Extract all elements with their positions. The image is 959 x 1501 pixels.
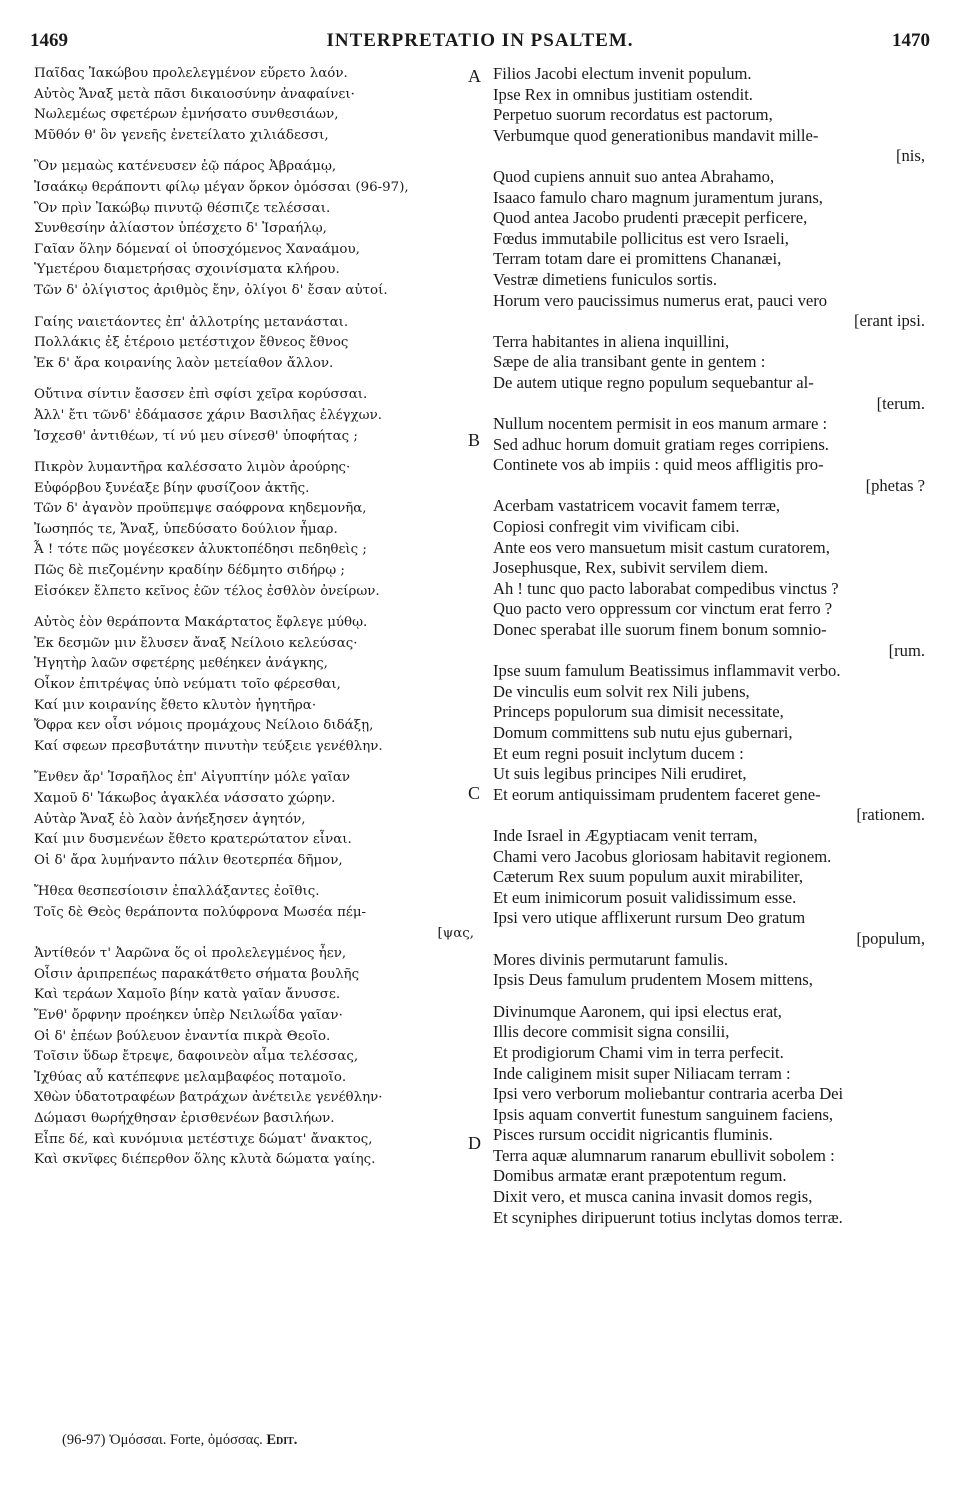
greek-line: Ἤθεα θεσπεσίοισιν ἐπαλλάξαντες ἐοῖθις. <box>34 884 320 900</box>
greek-line: Τῶν δ' ὀλίγιστος ἀριθμὸς ἔην, ὀλίγοι δ' ἔσαν αὐτοί. <box>34 282 388 298</box>
footnote <box>62 1432 297 1449</box>
greek-line: Αὐτὸς ἑὸν θεράποντα Μακάρτατος ἔφλεγε μύθῳ. <box>34 615 368 631</box>
greek-line: Εἶπε δέ, καὶ κυνόμυια μετέστιχε δώματ' ἄνακτος, <box>34 1131 373 1147</box>
greek-line: Ἀντίθεόν τ' Ἀαρῶνα ὅς οἱ προλελεγμένος ἦεν, <box>34 946 347 962</box>
latin-line: Et scyniphes diripuerunt totius inclytas domos terræ. <box>493 1207 843 1227</box>
greek-line: Ἰσχεσθ' ἀντιθέων, τί νύ μευ σίνεσθ' ὑποφήτας ; <box>34 428 358 444</box>
latin-column <box>493 64 925 1228</box>
latin-line: Quod antea Jacobo prudenti præcepit perficere, <box>493 208 808 228</box>
latin-line: Et prodigiorum Chami vim in terra perfecit. <box>493 1042 784 1062</box>
greek-line: Ἰχθύας αὖ κατέπεφνε μελαμβαφέος ποταμοῖο. <box>34 1069 347 1085</box>
latin-line: Inde Israel in Ægyptiacam venit terram, <box>493 825 758 845</box>
greek-line: Ἡγητὴρ λαῶν σφετέρης μεθέηκεν ἀνάγκης, <box>34 656 328 672</box>
latin-line: Et eum regni posuit inclytum ducem : <box>493 743 744 763</box>
latin-line: Ante eos vero mansuetum misit castum curatorem, <box>493 537 830 557</box>
greek-line: [ψας, <box>437 925 474 941</box>
greek-line: Τοῖσιν ὕδωρ ἔτρεψε, δαφοινεὸν αἷμα τελέσσας, <box>34 1049 359 1065</box>
latin-line: Continete vos ab impiis : quid meos affligitis pro- <box>493 455 824 475</box>
latin-line: Ipsis Deus famulum prudentem Mosem mittens, <box>493 970 813 990</box>
latin-line: Josephusque, Rex, subivit servilem diem. <box>493 558 769 578</box>
latin-line: [populum, <box>856 928 925 948</box>
latin-line: Vestræ dimetiens funiculos sortis. <box>493 269 717 289</box>
greek-line: Γαίης ναιετάοντες ἐπ' ἀλλοτρίης μετανάσται. <box>34 314 349 330</box>
latin-line: Donec sperabat ille suorum finem bonum somnio- <box>493 620 827 640</box>
page-number-right: 1470 <box>892 30 930 51</box>
latin-line: Sæpe de alia transibant gente in gentem : <box>493 352 766 372</box>
greek-line: Οἶκον ἐπιτρέψας ὑπὸ νεύματι τοῖο φέρεσθαι, <box>34 677 341 693</box>
greek-line: Ἰωσηπός τε, Ἄναξ, ὑπεδύσατο δούλιον ἦμαρ. <box>34 521 338 537</box>
latin-line: Et eorum antiquissimam prudentem faceret gene- <box>493 784 821 804</box>
latin-line: Cæterum Rex suum populum auxit mirabiliter, <box>493 867 803 887</box>
greek-line: Τοῖς δὲ Θεὸς θεράποντα πολύφρονα Μωσέα πέμ- <box>34 904 367 920</box>
greek-line: Ὃν μεμαὼς κατένευσεν ἐῷ πάρος Ἀβραάμῳ, <box>34 159 337 175</box>
latin-line: Horum vero paucissimus numerus erat, pauci vero <box>493 290 828 310</box>
page-number-left: 1469 <box>30 30 68 51</box>
latin-line: [rationem. <box>856 805 925 825</box>
latin-line: Sed adhuc horum domuit gratiam reges corripiens. <box>493 434 829 454</box>
latin-line: Ipsis aquam convertit funestum sanguinem faciens, <box>493 1104 834 1124</box>
greek-line <box>34 374 474 385</box>
margin-marker-a: A <box>468 66 481 86</box>
greek-line <box>34 871 474 882</box>
footnote-text: (96-97) Ὀμόσσαι. Forte, ὀμόσσας. <box>62 1432 263 1448</box>
latin-line: Ipse suum famulum Beatissimus inflammavit verbo. <box>493 661 841 681</box>
latin-line: Domibus armatæ erant præpotentum regum. <box>493 1166 787 1186</box>
latin-line: Terra habitantes in aliena inquillini, <box>493 331 730 351</box>
greek-line: Οἱ δ' ἄρα λυμήναντο πάλιν θεοτερπέα δῆμον, <box>34 852 343 868</box>
greek-line: Καί σφεων πρεσβυτάτην πινυτὴν τεύξειε γενέθλην. <box>34 738 383 754</box>
greek-line: Ἆ ! τότε πῶς μογέεσκεν ἀλυκτοπέδησι πεδηθεὶς ; <box>34 542 367 558</box>
latin-line: Fœdus immutabile pollicitus est vero Israeli, <box>493 228 789 248</box>
greek-line: Γαῖαν ὅλην δόμεναί οἱ ὑποσχόμενος Χαναάμου, <box>34 241 360 257</box>
greek-line: Ὑμετέρου διαμετρήσας σχοινίσματα κλήρου. <box>34 262 340 278</box>
greek-line: Παῖδας Ἰακώβου προλελεγμένον εὕρετο λαόν. <box>34 66 348 81</box>
greek-line: Δώμασι θωρήχθησαν ἐρισθενέων βασιλήων. <box>34 1110 335 1126</box>
latin-line: Princeps populorum sua dimisit necessitate, <box>493 702 784 722</box>
greek-line: Χθὼν ὑδατοτραφέων βατράχων ἀνέτειλε γενέθλην· <box>34 1090 383 1106</box>
latin-line: Mores divinis permutarunt famulis. <box>493 949 729 969</box>
greek-line: Καί μιν δυσμενέων ἔθετο κρατερώτατον εἶναι. <box>34 832 352 848</box>
greek-line <box>34 447 474 458</box>
greek-line: Καί μιν κοιρανίης ἔθετο κλυτὸν ἡγητῆρα· <box>34 697 317 713</box>
latin-line: Terra aquæ alumnarum ranarum ebullivit sobolem : <box>493 1145 835 1165</box>
latin-line: Acerbam vastatricem vocavit famem terræ, <box>493 496 781 516</box>
greek-line <box>34 757 474 768</box>
margin-marker-c: C <box>468 783 481 803</box>
latin-line: Nullum nocentem permisit in eos manum armare : <box>493 414 828 434</box>
greek-line: Νωλεμέως σφετέρων ἐμνήσατο συνθεσιάων, <box>34 107 339 123</box>
greek-line: Καὶ σκνῖφες διέπερθον ὅλης κλυτὰ δώματα γαίης. <box>34 1152 376 1168</box>
latin-line: Ah ! tunc quo pacto laborabat compedibus vinctus ? <box>493 578 839 598</box>
greek-line: Εἰσόκεν ἔλπετο κεῖνος ἑῶν τέλος ἐσθλὸν ὀνείρων. <box>34 583 380 599</box>
latin-line: Pisces rursum occidit nigricantis fluminis. <box>493 1125 773 1145</box>
greek-line: Ἔνθεν ἄρ' Ἰσραῆλος ἐπ' Αἰγυπτίην μόλε γαῖαν <box>34 770 351 786</box>
greek-line: Αὐτὰρ Ἄναξ ἑὸ λαὸν ἀνήεξησεν ἀγητόν, <box>34 811 306 827</box>
latin-line: Dixit vero, et musca canina invasit domos regis, <box>493 1187 813 1207</box>
greek-line <box>34 146 474 157</box>
latin-line: Inde caliginem misit super Niliacam terram : <box>493 1063 791 1083</box>
latin-line: Illis decore commisit signa consilii, <box>493 1022 730 1042</box>
greek-line: Οἱ δ' ἐπέων βούλευον ἐναντία πικρὰ Θεοῖο. <box>34 1028 331 1044</box>
greek-line: Ἰσαάκῳ θεράποντι φίλῳ μέγαν ὅρκον ὀμόσσαι (96-97), <box>34 179 409 195</box>
latin-line: Ipsi vero utique afflixerunt rursum Deo gratum <box>493 908 806 928</box>
latin-line: Ipse Rex in omnibus justitiam ostendit. <box>493 84 753 104</box>
latin-line: De autem utique regno populum sequebantur al- <box>493 372 814 392</box>
latin-line: [nis, <box>895 146 925 166</box>
greek-line: Ὃν πρὶν Ἰακώβῳ πινυτῷ θέσπιζε τελέσσαι. <box>34 200 331 216</box>
latin-line: Terram totam dare ei promittens Chananæi, <box>493 249 782 269</box>
greek-line: Αὐτὸς Ἄναξ μετὰ πᾶσι δικαιοσύνην ἀναφαίνει· <box>34 86 355 102</box>
greek-line: Καὶ τεράων Χαμοῖο βίην κατὰ γαῖαν ἄνυσσε. <box>34 987 341 1003</box>
greek-line: Πῶς δὲ πιεζομένην κραδίην δέδμητο σιδήρῳ ; <box>34 563 345 579</box>
latin-line: Chami vero Jacobus gloriosam habitavit regionem. <box>493 846 832 866</box>
latin-line: Quod cupiens annuit suo antea Abrahamo, <box>493 166 775 186</box>
footnote-edit: Edit. <box>266 1432 298 1448</box>
greek-line: Πολλάκις ἐξ ἑτέροιο μετέστιχον ἔθνεος ἔθνος <box>34 335 349 351</box>
latin-line: De vinculis eum solvit rex Nili jubens, <box>493 681 750 701</box>
greek-line: Ἀλλ' ἔτι τῶνδ' ἐδάμασσε χάριν Βασιλῆας ἐλέγχων. <box>34 407 382 423</box>
greek-line: Εὐφόρβου ξυνέαξε βίην φυσίζοον ἀκτῆς. <box>34 480 310 496</box>
greek-column <box>34 64 474 1171</box>
latin-line: Et eum inimicorum posuit validissimum esse. <box>493 887 797 907</box>
latin-line: Quo pacto vero oppressum cor vinctum erat ferro ? <box>493 599 833 619</box>
latin-line: [phetas ? <box>865 475 925 495</box>
latin-line: [rum. <box>888 640 925 660</box>
latin-line: Ut suis legibus principes Nili erudiret, <box>493 764 747 784</box>
greek-line: Χαμοῦ δ' Ἰάκωβος ἀγακλέα νάσσατο χώρην. <box>34 791 336 806</box>
page-header <box>30 30 930 58</box>
greek-line: Τῶν δ' ἀγανὸν προϋπεμψε σαόφρονα κηδεμονῆα, <box>34 501 367 517</box>
latin-line: Verbumque quod generationibus mandavit mille- <box>493 125 819 145</box>
latin-line: Ipsi vero verborum moliebantur contraria acerba Dei <box>493 1084 844 1104</box>
latin-line: Filios Jacobi electum invenit populum. <box>493 64 752 83</box>
greek-line: Ἔνθ' ὄρφνην προέηκεν ὑπὲρ Νειλωΐδα γαῖαν· <box>34 1007 343 1023</box>
latin-line: Copiosi confregit vim vivificam cibi. <box>493 517 740 537</box>
latin-line: [erant ipsi. <box>854 311 925 331</box>
running-title: INTERPRETATIO IN PSALTEM. <box>326 30 634 51</box>
latin-line: Perpetuo suorum recordatus est pactorum, <box>493 105 773 125</box>
margin-marker-b: B <box>468 430 481 450</box>
latin-line <box>493 991 925 1002</box>
margin-marker-d: D <box>468 1133 481 1153</box>
greek-line: Ὄφρα κεν οἷσι νόμοις προμάχους Νείλοιο διδάξῃ, <box>34 718 374 734</box>
greek-line <box>34 302 474 313</box>
greek-line: Ἐκ δ' ἄρα κοιρανίης λαὸν μετείαθον ἄλλον. <box>34 355 334 371</box>
greek-line: Πικρὸν λυμαντῆρα καλέσσατο λιμὸν ἀρούρης· <box>34 460 351 476</box>
greek-line: Οὔτινα σίντιν ἔασσεν ἐπὶ σφίσι χεῖρα κορύσσαι. <box>34 387 368 403</box>
greek-line <box>34 602 474 613</box>
latin-line: Divinumque Aaronem, qui ipsi electus erat, <box>493 1001 782 1021</box>
latin-line: Isaaco famulo charo magnum juramentum jurans, <box>493 187 823 207</box>
latin-line: Domum committens sub nutu ejus gubernari, <box>493 723 793 742</box>
greek-line: Συνθεσίην ἀλίαστον ὑπέσχετο δ' Ἰσραήλῳ, <box>34 221 327 237</box>
greek-line: Μῦθόν θ' ὃν γενεῆς ἐνετείλατο χιλιάδεσσι, <box>34 127 329 143</box>
greek-line: Οἷσιν ἀριπρεπέως παρακάτθετο σήματα βουλῆς <box>34 966 360 982</box>
greek-line: Ἐκ δεσμῶν μιν ἔλυσεν ἄναξ Νείλοιο κελεύσας· <box>34 635 358 651</box>
latin-line: [terum. <box>876 393 925 413</box>
